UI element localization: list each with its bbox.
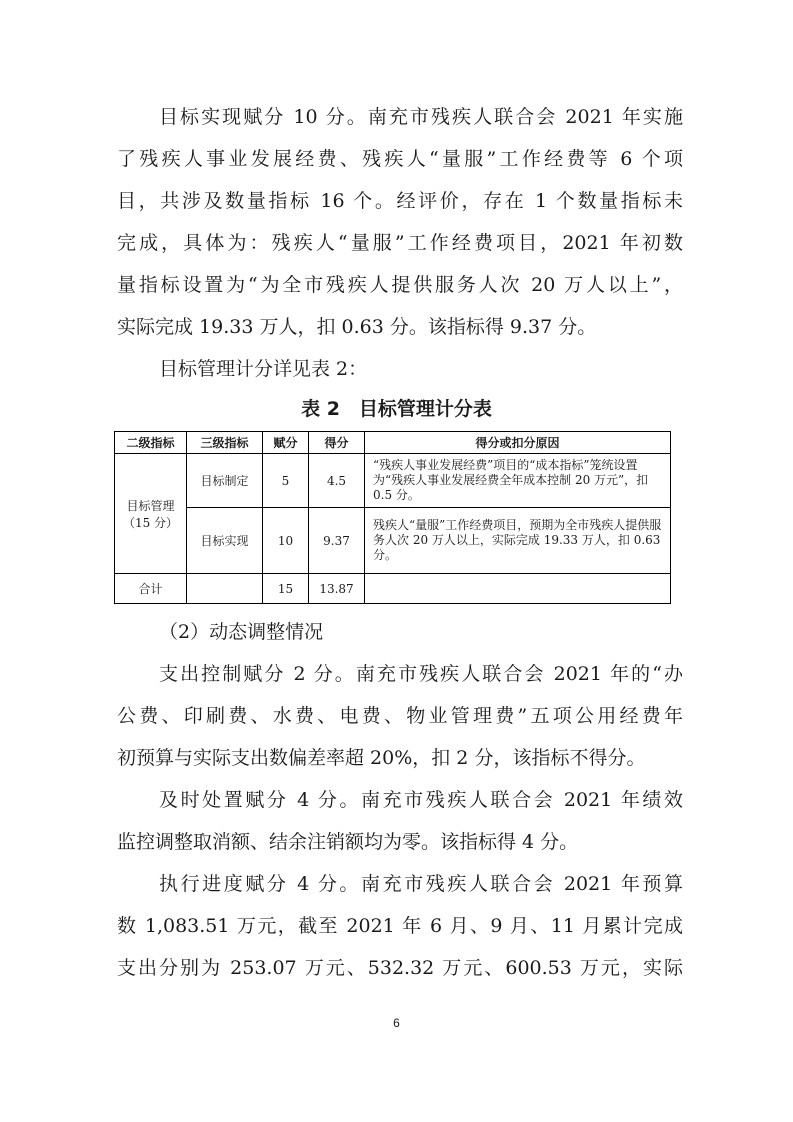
paragraph-4-line-2: 公费、印刷费、水费、电费、物业管理费”五项公用经费年 (117, 705, 683, 727)
header-level2: 二级指标 (115, 432, 187, 454)
header-score: 得分 (309, 432, 365, 454)
paragraph-6-line-3: 支出分别为 253.07 万元、532.32 万元、600.53 万元，实际 (117, 957, 683, 979)
group-sub: （15 分） (122, 515, 179, 530)
table-row (115, 454, 671, 508)
paragraph-1-line-6: 实际完成 19.33 万人，扣 0.63 分。该指标得 9.37 分。 (117, 316, 597, 338)
paragraph-1-line-4: 完成，具体为：残疾人“量服”工作经费项目，2021 年初数 (117, 232, 683, 254)
total-reason (365, 574, 671, 604)
group-label: 目标管理 (126, 498, 175, 513)
table-total-row (115, 574, 671, 604)
header-level3: 三级指标 (187, 432, 263, 454)
table-row (115, 508, 671, 574)
row-score: 4.5 (309, 454, 365, 508)
paragraph-6-line-1: 执行进度赋分 4 分。南充市残疾人联合会 2021 年预算 (159, 873, 683, 895)
paragraph-4-line-3: 初预算与实际支出数偏差率超 20%，扣 2 分，该指标不得分。 (117, 747, 646, 769)
paragraph-5-line-2: 监控调整取消额、结余注销额均为零。该指标得 4 分。 (117, 831, 579, 853)
total-score: 13.87 (309, 574, 365, 604)
score-table (114, 431, 671, 604)
table-header-row (115, 432, 671, 454)
row-score: 9.37 (309, 508, 365, 574)
paragraph-1-line-3: 目，共涉及数量指标 16 个。经评价，存在 1 个数量指标未 (117, 190, 683, 212)
paragraph-5-line-1: 及时处置赋分 4 分。南充市残疾人联合会 2021 年绩效 (159, 789, 683, 811)
paragraph-1-line-5: 量指标设置为“为全市残疾人提供服务人次 20 万人以上”， (117, 274, 683, 296)
row-weight: 10 (263, 508, 309, 574)
table-caption: 表 2 目标管理计分表 (301, 398, 492, 420)
header-reason: 得分或扣分原因 (365, 432, 671, 454)
row-level3: 目标制定 (187, 454, 263, 508)
paragraph-1-line-1: 目标实现赋分 10 分。南充市残疾人联合会 2021 年实施 (159, 106, 683, 128)
group-cell (115, 454, 187, 574)
paragraph-6-line-2: 数 1,083.51 万元，截至 2021 年 6 月、9 月、11 月累计完成 (117, 915, 683, 937)
row-reason: “残疾人事业发展经费”项目的“成本指标”笼统设置为“残疾人事业发展经费全年成本控制 20 万元”，扣 0.5 分。 (365, 454, 671, 508)
row-weight: 5 (263, 454, 309, 508)
row-reason: 残疾人“量服”工作经费项目，预期为全市残疾人提供服务人次 20 万人以上，实际完成 19.33 万人，扣 0.63 分。 (365, 508, 671, 574)
header-weight: 赋分 (263, 432, 309, 454)
total-weight: 15 (263, 574, 309, 604)
page-number: 6 (393, 1016, 400, 1030)
total-level3 (187, 574, 263, 604)
paragraph-1-line-2: 了残疾人事业发展经费、残疾人“量服”工作经费等 6 个项 (117, 148, 683, 170)
table-reference-paragraph: 目标管理计分详见表 2： (159, 358, 368, 380)
total-label: 合计 (115, 574, 187, 604)
paragraph-4-line-1: 支出控制赋分 2 分。南充市残疾人联合会 2021 年的“办 (159, 663, 683, 685)
section-heading: （2）动态调整情况 (159, 621, 324, 643)
row-level3: 目标实现 (187, 508, 263, 574)
